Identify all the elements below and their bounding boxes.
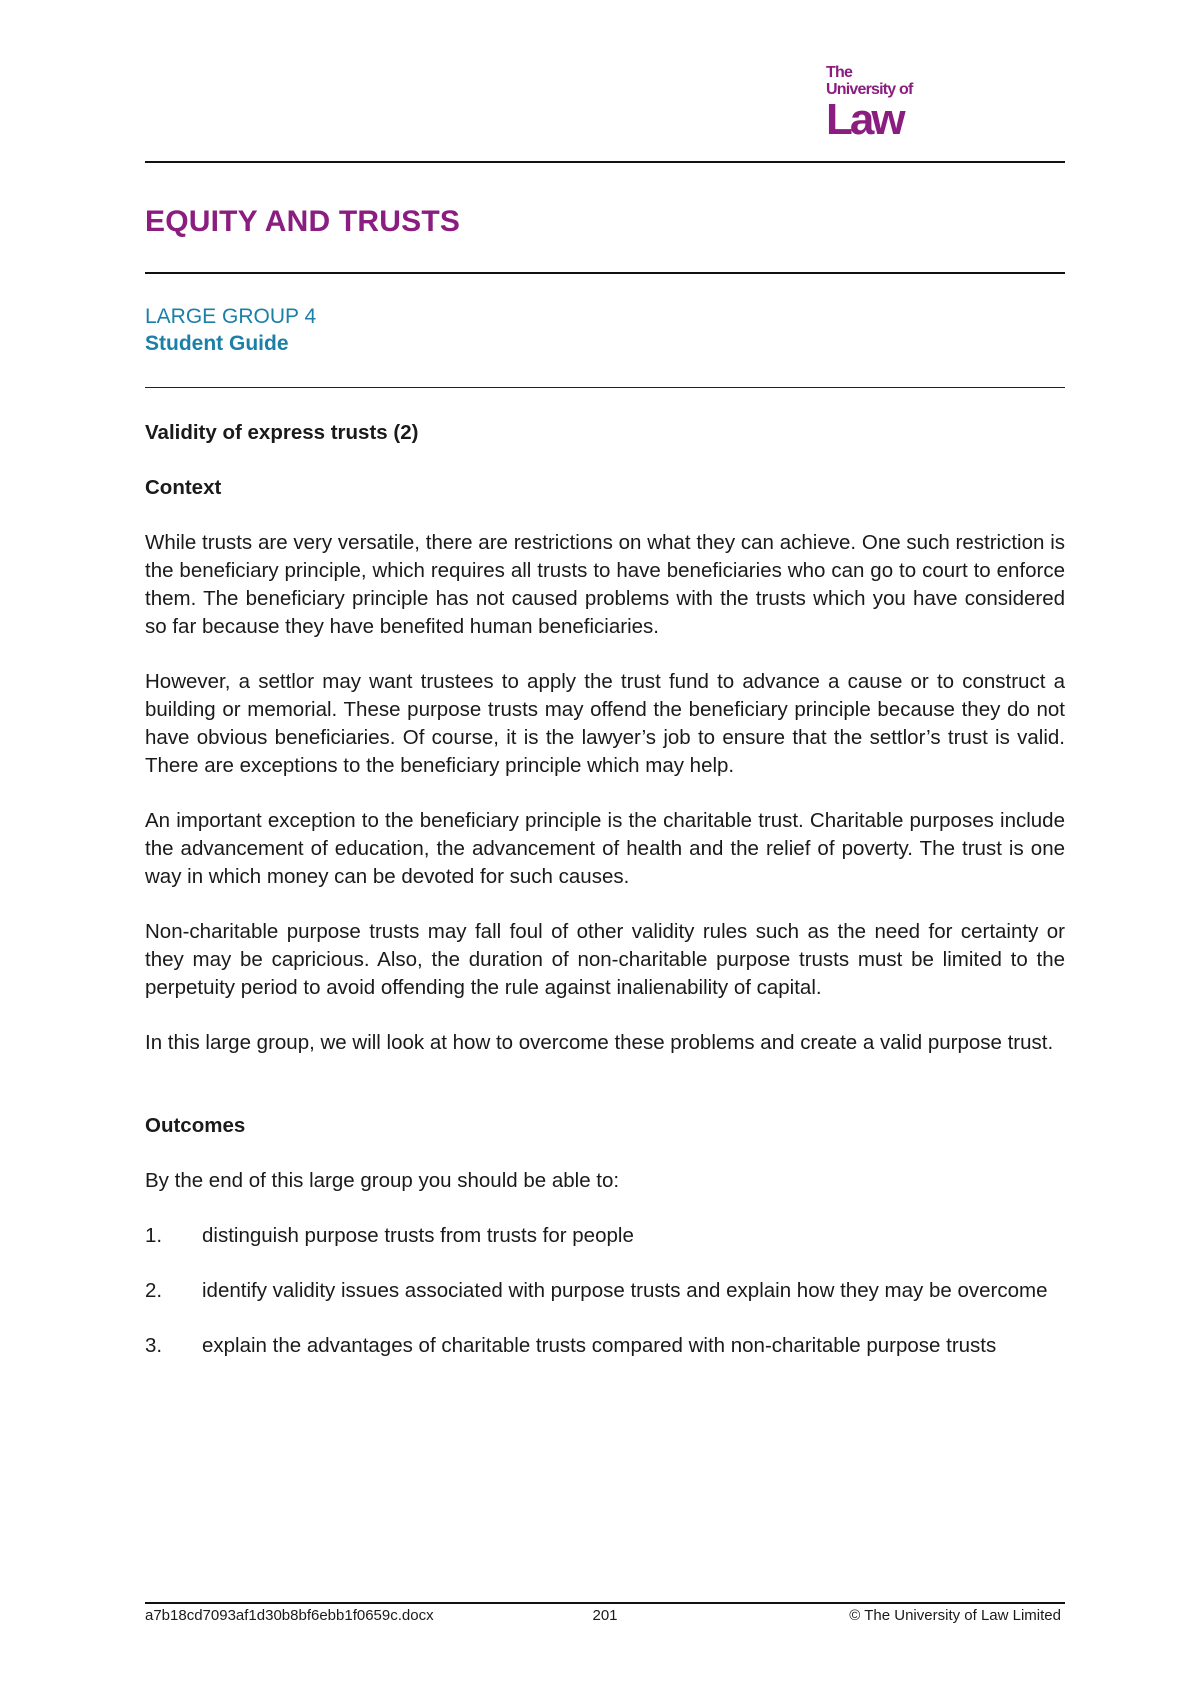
list-item-text: identify validity issues associated with purpose trusts and explain how they may be overcome xyxy=(202,1279,1048,1302)
context-paragraph: An important exception to the beneficiary principle is the charitable trust. Charitable purposes include the advancement of education, the advancement of health and the relief of poverty. The trust is one way in which money can be devoted for such causes. xyxy=(145,809,1065,888)
context-paragraph: In this large group, we will look at how to overcome these problems and create a valid purpose trust. xyxy=(145,1031,1054,1054)
logo-text-the: The xyxy=(826,64,853,81)
footer-copyright: © The University of Law Limited xyxy=(849,1607,1061,1624)
logo-text-university: University of xyxy=(826,81,913,98)
context-paragraph: However, a settlor may want trustees to apply the trust fund to advance a cause or to construct a building or memorial. These purpose trusts may offend the beneficiary principle because they do not have obvious beneficiaries. Of course, it is the lawyer’s job to ensure that the settlor’s trust is valid. There are exceptions to the beneficiary principle which may help. xyxy=(145,670,1065,777)
topic-heading: Validity of express trusts (2) xyxy=(145,421,419,444)
list-item-number: 3. xyxy=(145,1334,163,1357)
list-item-number: 1. xyxy=(145,1224,163,1247)
list-item-number: 2. xyxy=(145,1279,163,1302)
list-item-text: distinguish purpose trusts from trusts for people xyxy=(202,1224,634,1247)
outcomes-heading: Outcomes xyxy=(145,1114,246,1137)
context-paragraph: Non-charitable purpose trusts may fall foul of other validity rules such as the need for certainty or they may be capricious. Also, the duration of non-charitable purpose trusts must be limited to the perpetuity period to avoid offending the rule against inalienability of capital. xyxy=(145,920,1065,999)
page-footer xyxy=(145,1607,1065,1627)
context-paragraph: While trusts are very versatile, there are restrictions on what they can achieve. One such restriction is the beneficiary principle, which requires all trusts to have beneficiaries who can go to court to enforce them. The beneficiary principle has not caused problems with the trusts which you have considered so far because they have benefited human beneficiaries. xyxy=(145,531,1065,638)
list-item xyxy=(145,1222,1065,1250)
list-item-text: explain the advantages of charitable trusts compared with non-charitable purpose trusts xyxy=(202,1334,997,1357)
logo-text-law: Law xyxy=(826,95,903,144)
university-logo xyxy=(826,64,922,144)
guide-label: Student Guide xyxy=(145,332,289,355)
subhead-divider xyxy=(145,387,1065,388)
footer-divider xyxy=(145,1602,1065,1604)
list-item xyxy=(145,1277,1065,1305)
footer-page-number: 201 xyxy=(592,1607,618,1624)
footer-filename: a7b18cd7093af1d30b8bf6ebb1f0659c.docx xyxy=(145,1607,434,1624)
list-item xyxy=(145,1332,1065,1360)
header-divider xyxy=(145,161,1065,163)
outcomes-list xyxy=(145,1222,1065,1360)
document-body xyxy=(145,419,1065,1360)
session-label: LARGE GROUP 4 xyxy=(145,305,317,328)
document-title: EQUITY AND TRUSTS xyxy=(145,205,461,238)
session-heading xyxy=(145,303,316,357)
context-heading: Context xyxy=(145,476,222,499)
outcomes-intro: By the end of this large group you should be able to: xyxy=(145,1169,620,1192)
title-divider xyxy=(145,272,1065,274)
